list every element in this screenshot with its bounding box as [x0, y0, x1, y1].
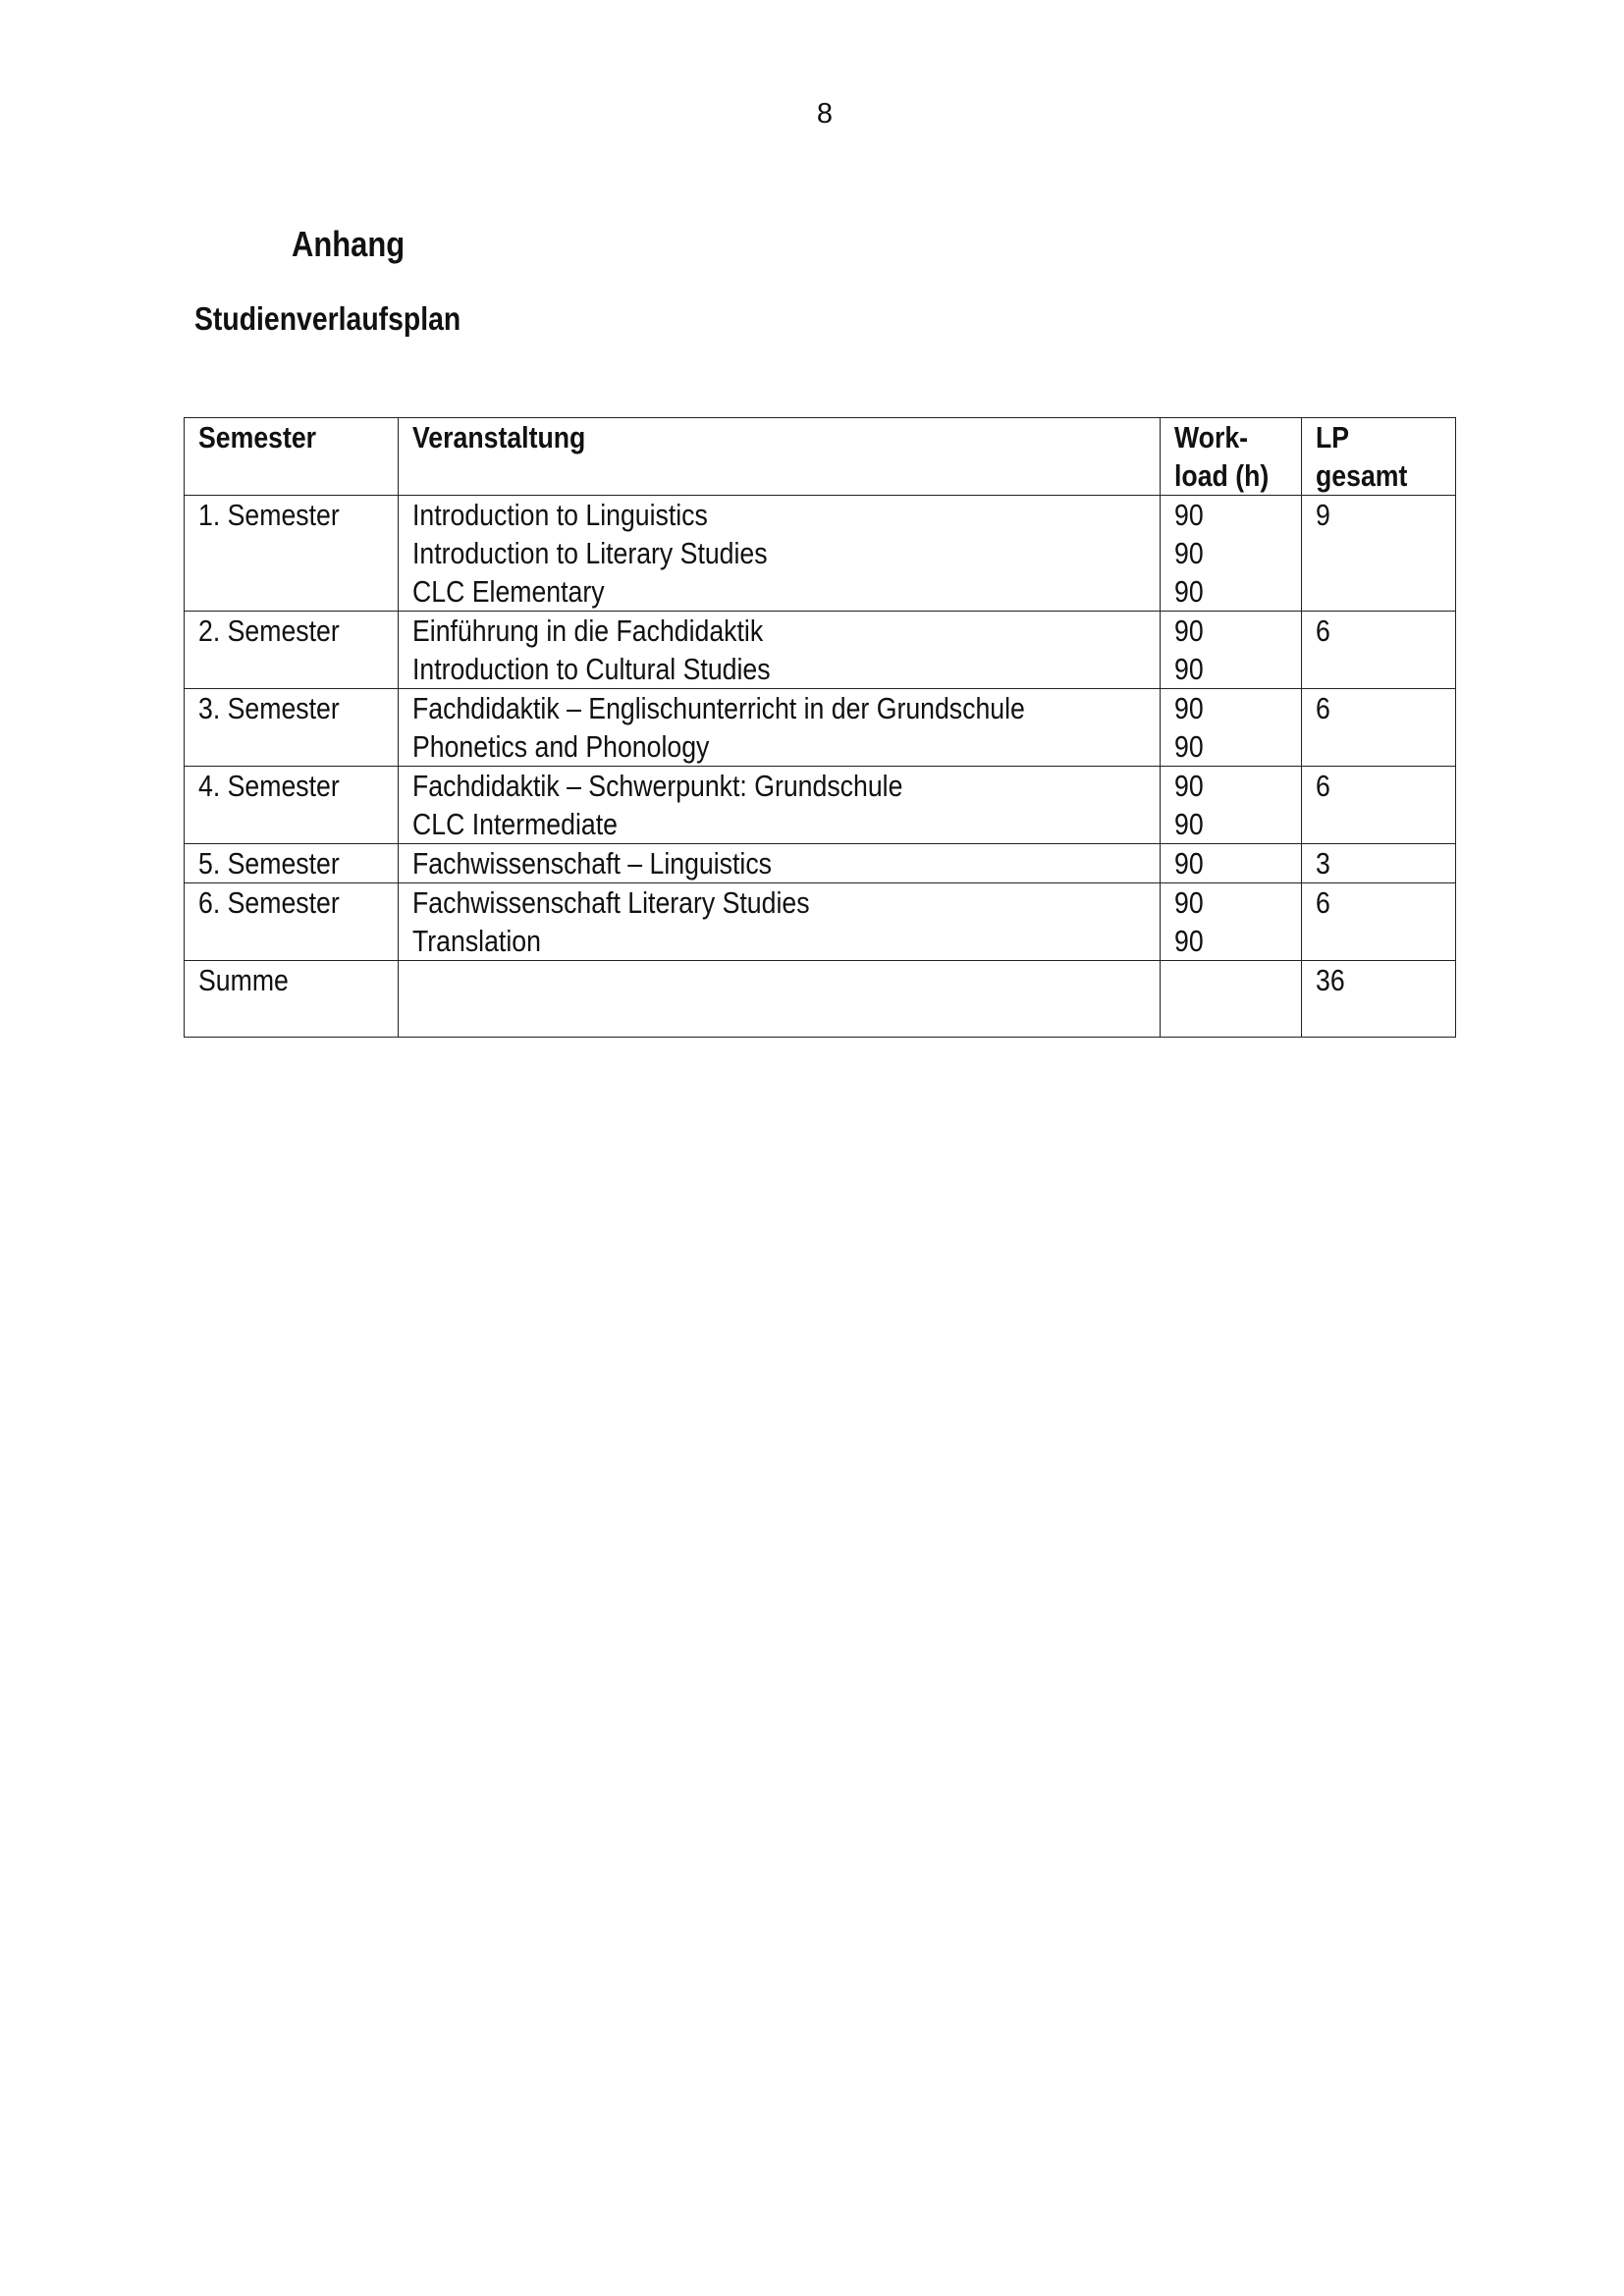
header-lp-gesamt: LP gesamt [1302, 418, 1456, 496]
table-row [185, 844, 1456, 883]
veranstaltung-cell [399, 767, 1161, 844]
semester-cell: 2. Semester [185, 612, 399, 689]
heading-studienverlaufsplan: Studienverlaufsplan [194, 300, 461, 337]
workload-cell [1161, 767, 1302, 844]
workload-value: 90 [1174, 769, 1204, 803]
veranstaltung-cell [399, 496, 1161, 612]
course-name: Introduction to Literary Studies [412, 536, 768, 570]
course-name: CLC Elementary [412, 574, 605, 609]
table-row [185, 767, 1456, 844]
veranstaltung-cell [399, 883, 1161, 961]
lp-cell: 6 [1302, 689, 1456, 767]
lp-cell: 3 [1302, 844, 1456, 883]
veranstaltung-cell [399, 689, 1161, 767]
studienverlaufsplan-table [184, 417, 1456, 1038]
semester-cell: 1. Semester [185, 496, 399, 612]
total-workload [1161, 961, 1302, 1038]
lp-cell: 9 [1302, 496, 1456, 612]
workload-cell [1161, 496, 1302, 612]
workload-value: 90 [1174, 885, 1204, 920]
workload-value: 90 [1174, 846, 1204, 881]
semester-cell: 5. Semester [185, 844, 399, 883]
workload-cell [1161, 844, 1302, 883]
semester-cell: 3. Semester [185, 689, 399, 767]
heading-anhang: Anhang [292, 224, 406, 264]
table-header-row [185, 418, 1456, 496]
workload-cell [1161, 612, 1302, 689]
workload-value: 90 [1174, 729, 1204, 764]
course-name: Fachwissenschaft Literary Studies [412, 885, 810, 920]
course-name: Introduction to Cultural Studies [412, 652, 771, 686]
lp-cell: 6 [1302, 767, 1456, 844]
table-row [185, 689, 1456, 767]
course-name: Introduction to Linguistics [412, 498, 708, 532]
workload-value: 90 [1174, 498, 1204, 532]
workload-value: 90 [1174, 924, 1204, 958]
veranstaltung-cell [399, 612, 1161, 689]
lp-cell: 6 [1302, 883, 1456, 961]
header-veranstaltung: Veranstaltung [399, 418, 1161, 496]
workload-value: 90 [1174, 614, 1204, 648]
header-workload: Work- load (h) [1161, 418, 1302, 496]
workload-value: 90 [1174, 536, 1204, 570]
course-name: CLC Intermediate [412, 807, 618, 841]
course-name: Phonetics and Phonology [412, 729, 710, 764]
table-row [185, 883, 1456, 961]
semester-cell: 4. Semester [185, 767, 399, 844]
workload-value: 90 [1174, 807, 1204, 841]
course-name: Einführung in die Fachdidaktik [412, 614, 764, 648]
workload-cell [1161, 883, 1302, 961]
semester-cell: 6. Semester [185, 883, 399, 961]
workload-value: 90 [1174, 652, 1204, 686]
header-semester: Semester [185, 418, 399, 496]
workload-value: 90 [1174, 691, 1204, 725]
lp-cell: 6 [1302, 612, 1456, 689]
course-name: Translation [412, 924, 541, 958]
veranstaltung-cell [399, 844, 1161, 883]
course-name: Fachdidaktik – Schwerpunkt: Grundschule [412, 769, 903, 803]
total-veranstaltung [399, 961, 1161, 1038]
table-row [185, 496, 1456, 612]
table-row [185, 612, 1456, 689]
workload-value: 90 [1174, 574, 1204, 609]
course-name: Fachwissenschaft – Linguistics [412, 846, 773, 881]
total-lp: 36 [1302, 961, 1456, 1038]
total-label: Summe [185, 961, 399, 1038]
course-name: Fachdidaktik – Englischunterricht in der Grundschule [412, 691, 1025, 725]
workload-cell [1161, 689, 1302, 767]
page-number: 8 [816, 98, 834, 130]
table-total-row [185, 961, 1456, 1038]
